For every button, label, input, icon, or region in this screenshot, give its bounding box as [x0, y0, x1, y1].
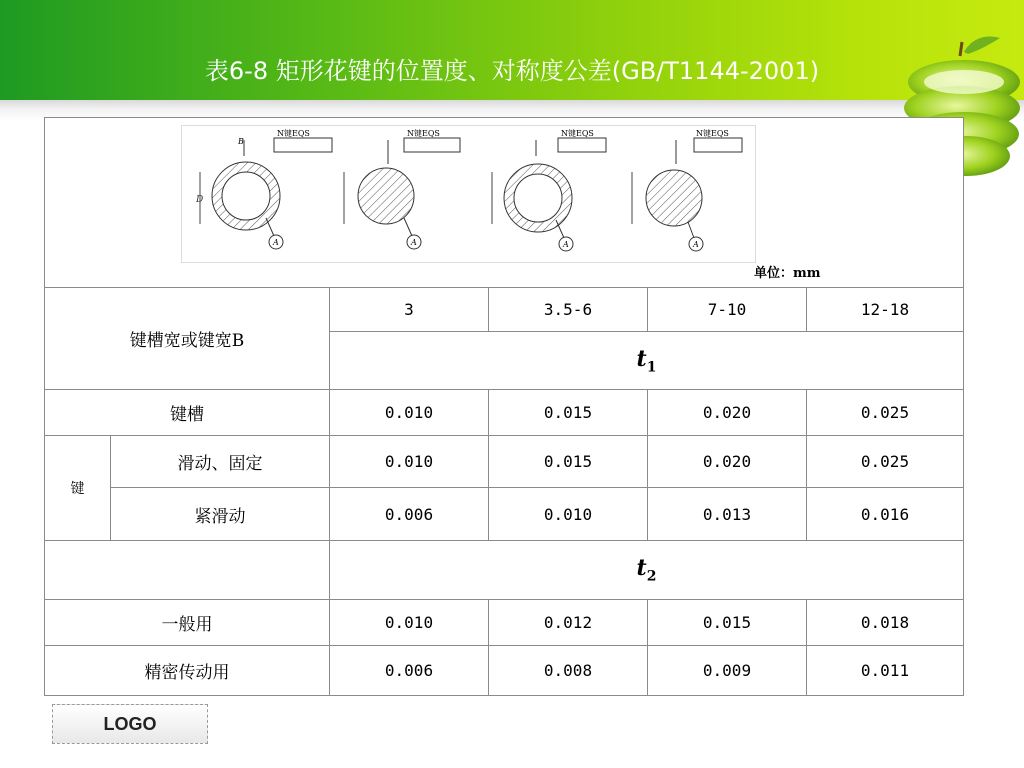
datum-A-3: A: [563, 240, 569, 249]
sliding-fixed-value-2: 0.015: [488, 435, 648, 488]
precision-value-2: 0.008: [488, 645, 648, 696]
col-header-3: 7-10: [647, 287, 807, 332]
diagram-2: [344, 128, 460, 249]
sliding-fixed-value-3: 0.020: [647, 435, 807, 488]
diagram-3: [492, 128, 606, 251]
row-label-slot: 键槽: [44, 389, 330, 436]
dim-B-label: B: [238, 137, 244, 146]
symbol-t2-cell: [329, 540, 964, 600]
row-label-precision: 精密传动用: [44, 645, 330, 696]
general-value-1: 0.010: [329, 599, 489, 646]
tight-sliding-value-4: 0.016: [806, 487, 964, 541]
general-value-2: 0.012: [488, 599, 648, 646]
col-header-2: 3.5-6: [488, 287, 648, 332]
slide-title: 表6-8 矩形花键的位置度、对称度公差(GB/T1144-2001): [204, 57, 820, 85]
general-value-4: 0.018: [806, 599, 964, 646]
row-label-sliding-fixed: 滑动、固定: [110, 435, 330, 488]
spline-diagrams: [181, 125, 756, 263]
row-group-key: 键: [44, 435, 111, 541]
logo-badge: LOGO: [52, 704, 208, 744]
diagram-1: [195, 128, 332, 249]
diagram-4: [632, 128, 742, 251]
datum-A-2: A: [411, 238, 417, 247]
sliding-fixed-value-1: 0.010: [329, 435, 489, 488]
callout-3: N键EQS: [561, 129, 594, 138]
row-label-general: 一般用: [44, 599, 330, 646]
callout-2: N键EQS: [407, 129, 440, 138]
callout-1: N键EQS: [277, 129, 310, 138]
slot-value-1: 0.010: [329, 389, 489, 436]
blank-label-cell: [44, 540, 330, 600]
row-label-key-width: 键槽宽或键宽B: [44, 287, 330, 390]
precision-value-4: 0.011: [806, 645, 964, 696]
tolerance-table: [44, 117, 964, 696]
slot-value-3: 0.020: [647, 389, 807, 436]
tight-sliding-value-1: 0.006: [329, 487, 489, 541]
datum-A-4: A: [693, 240, 699, 249]
precision-value-1: 0.006: [329, 645, 489, 696]
slot-value-2: 0.015: [488, 389, 648, 436]
col-header-4: 12-18: [806, 287, 964, 332]
symbol-t1-cell: [329, 331, 964, 390]
symbol-t2: $t_2$: [636, 555, 657, 585]
unit-label: 单位：mm: [754, 266, 821, 281]
precision-value-3: 0.009: [647, 645, 807, 696]
tight-sliding-value-3: 0.013: [647, 487, 807, 541]
datum-A-1: A: [273, 238, 279, 247]
tight-sliding-value-2: 0.010: [488, 487, 648, 541]
col-header-1: 3: [329, 287, 489, 332]
row-label-tight-sliding: 紧滑动: [110, 487, 330, 541]
dim-D-label: D: [196, 195, 204, 205]
symbol-t1: $t_1$: [636, 345, 657, 376]
callout-4: N键EQS: [696, 129, 729, 138]
general-value-3: 0.015: [647, 599, 807, 646]
slot-value-4: 0.025: [806, 389, 964, 436]
sliding-fixed-value-4: 0.025: [806, 435, 964, 488]
